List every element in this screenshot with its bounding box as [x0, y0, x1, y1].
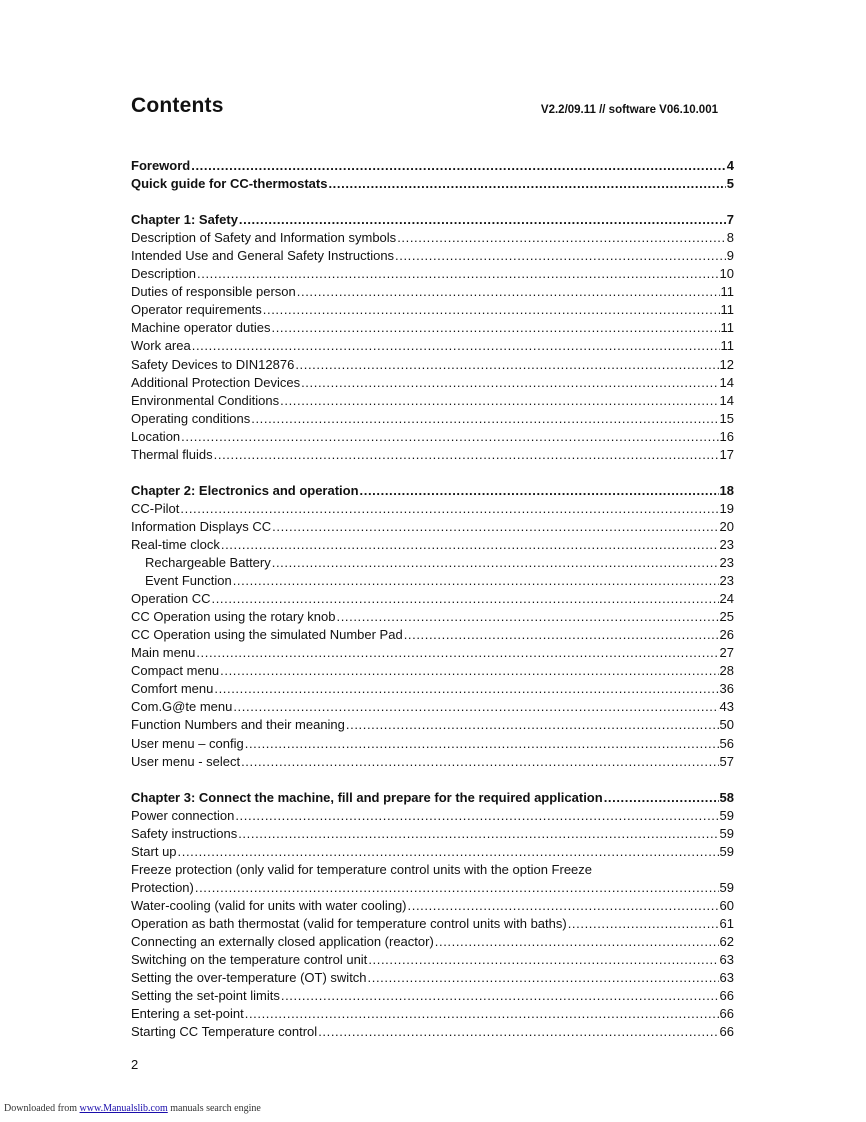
toc-entry-page: 11: [720, 302, 734, 318]
toc-entry-label: Setting the set-point limits: [131, 988, 280, 1004]
toc-leader-dots: [271, 319, 719, 337]
toc-entry-page: 11: [720, 320, 734, 336]
toc-leader-dots: [301, 374, 718, 392]
toc-leader-dots: [368, 951, 718, 969]
toc-leader-dots: [233, 572, 719, 590]
toc-entry-label: Work area: [131, 338, 191, 354]
toc-entry-label: Chapter 3: Connect the machine, fill and prepare for the required application: [131, 789, 603, 805]
toc-entry-label: Environmental Conditions: [131, 392, 280, 408]
toc-leader-dots: [251, 410, 718, 428]
toc-entry[interactable]: [131, 1023, 734, 1041]
toc-leader-dots: [346, 716, 719, 734]
toc-leader-dots: [195, 879, 719, 897]
toc-leader-dots: [181, 428, 718, 446]
toc-entry-label: Real-time clock: [131, 536, 220, 552]
toc-entry-page: 14: [719, 392, 734, 408]
toc-entry-page: 23: [719, 573, 734, 589]
toc-chapter-entry[interactable]: [131, 789, 734, 807]
toc-entry[interactable]: [131, 951, 734, 969]
toc-entry-label: Entering a set-point: [131, 1006, 244, 1022]
toc-entry-label: Rechargeable Battery: [145, 555, 271, 571]
toc-entry[interactable]: [131, 500, 734, 518]
toc-entry-page: 36: [719, 681, 734, 697]
toc-leader-dots: [328, 175, 725, 193]
toc-entry-page: 9: [726, 248, 734, 264]
toc-chapter-entry[interactable]: [131, 175, 734, 193]
toc-entry-label: Information Displays CC: [131, 518, 272, 534]
toc-entry-page: 19: [719, 500, 734, 516]
toc-entry[interactable]: [131, 572, 734, 590]
toc-leader-dots: [191, 157, 726, 175]
toc-entry[interactable]: [131, 446, 734, 464]
toc-entry-page: 66: [719, 1006, 734, 1022]
toc-leader-dots: [318, 1023, 718, 1041]
toc-leader-dots: [435, 933, 719, 951]
toc-entry-page: 56: [719, 735, 734, 751]
toc-chapter-entry[interactable]: [131, 157, 734, 175]
toc-entry-page: 59: [719, 843, 734, 859]
toc-entry[interactable]: [131, 644, 734, 662]
toc-entry-page: 11: [720, 284, 734, 300]
toc-leader-dots: [192, 337, 720, 355]
toc-entry-label: User menu – config: [131, 735, 244, 751]
toc-entry[interactable]: [131, 861, 734, 879]
toc-leader-dots: [214, 680, 718, 698]
toc-leader-dots: [245, 735, 719, 753]
toc-entry[interactable]: [131, 807, 734, 825]
toc-entry-page: 50: [719, 717, 734, 733]
toc-entry-label: User menu - select: [131, 753, 241, 769]
toc-entry[interactable]: [131, 698, 734, 716]
table-of-contents: [131, 157, 734, 1041]
toc-spacer: [131, 771, 734, 789]
toc-entry[interactable]: [131, 662, 734, 680]
toc-entry[interactable]: [131, 987, 734, 1005]
toc-entry-page: 61: [719, 915, 734, 931]
toc-entry[interactable]: [131, 897, 734, 915]
toc-entry-page: 63: [719, 970, 734, 986]
toc-leader-dots: [295, 356, 718, 374]
toc-leader-dots: [360, 482, 719, 500]
toc-entry-page: 23: [719, 555, 734, 571]
toc-entry[interactable]: [131, 1005, 734, 1023]
toc-entry-label: Water-cooling (valid for units with water cooling): [131, 897, 407, 913]
toc-entry-label: Location: [131, 428, 181, 444]
toc-leader-dots: [196, 644, 718, 662]
toc-entry-label: Description of Safety and Information symbols: [131, 230, 397, 246]
toc-entry-page: 7: [726, 212, 734, 228]
toc-leader-dots: [221, 536, 719, 554]
toc-entry-page: 66: [719, 988, 734, 1004]
toc-entry[interactable]: [131, 392, 734, 410]
toc-entry[interactable]: [131, 247, 734, 265]
toc-entry-label: Foreword: [131, 158, 191, 173]
toc-entry-label: Compact menu: [131, 663, 220, 679]
toc-leader-dots: [404, 626, 719, 644]
toc-leader-dots: [281, 987, 719, 1005]
toc-leader-dots: [280, 392, 718, 410]
toc-leader-dots: [272, 518, 718, 536]
toc-entry[interactable]: [131, 716, 734, 734]
toc-entry-page: 66: [719, 1024, 734, 1040]
toc-leader-dots: [197, 265, 719, 283]
toc-leader-dots: [408, 897, 719, 915]
toc-entry[interactable]: [131, 735, 734, 753]
toc-leader-dots: [239, 211, 726, 229]
toc-entry-page: 25: [719, 609, 734, 625]
toc-entry-label: Start up: [131, 843, 177, 859]
toc-entry-label: Operation CC: [131, 591, 211, 607]
toc-leader-dots: [180, 500, 718, 518]
toc-entry-label: Description: [131, 266, 197, 282]
toc-entry-label: Power connection: [131, 807, 235, 823]
toc-entry-page: 14: [719, 374, 734, 390]
toc-entry[interactable]: [131, 825, 734, 843]
toc-entry-label: Duties of responsible person: [131, 284, 296, 300]
toc-entry[interactable]: [131, 229, 734, 247]
toc-entry-label: Safety instructions: [131, 825, 238, 841]
toc-leader-dots: [297, 283, 720, 301]
toc-entry-page: 8: [726, 230, 734, 246]
toc-entry[interactable]: [131, 915, 734, 933]
toc-entry-page: 15: [719, 410, 734, 426]
toc-entry[interactable]: [131, 608, 734, 626]
toc-entry[interactable]: [131, 590, 734, 608]
toc-entry-page: 11: [720, 338, 734, 354]
toc-entry[interactable]: [131, 536, 734, 554]
toc-leader-dots: [568, 915, 719, 933]
toc-entry-label: Comfort menu: [131, 681, 214, 697]
toc-entry[interactable]: [131, 319, 734, 337]
toc-entry-page: 16: [719, 428, 734, 444]
toc-entry-label: CC Operation using the rotary knob: [131, 609, 336, 625]
toc-leader-dots: [241, 753, 718, 771]
toc-entry-page: 17: [719, 446, 734, 462]
toc-entry-label: Freeze protection (only valid for temperature control units with the option Freeze: [131, 861, 593, 877]
toc-entry-label: Com.G@te menu: [131, 699, 233, 715]
toc-entry-page: 59: [719, 825, 734, 841]
toc-entry-page: 62: [719, 934, 734, 950]
toc-entry-label: Operator requirements: [131, 302, 262, 318]
toc-leader-dots: [263, 301, 720, 319]
toc-entry-label: Intended Use and General Safety Instructions: [131, 248, 395, 264]
toc-entry-page: 27: [719, 645, 734, 661]
page-number: 2: [131, 1057, 139, 1072]
toc-entry-page: 18: [719, 482, 734, 498]
toc-leader-dots: [337, 608, 719, 626]
toc-entry-page: 5: [726, 176, 734, 192]
toc-entry-page: 58: [719, 789, 734, 805]
toc-entry-label: Chapter 2: Electronics and operation: [131, 482, 359, 498]
toc-entry[interactable]: [131, 933, 734, 951]
toc-leader-dots: [395, 247, 726, 265]
toc-entry-page: 12: [719, 356, 734, 372]
toc-entry-page: 63: [719, 952, 734, 968]
toc-entry[interactable]: [131, 969, 734, 987]
toc-entry[interactable]: [131, 554, 734, 572]
toc-leader-dots: [220, 662, 718, 680]
toc-entry-page: 59: [719, 879, 734, 895]
toc-entry-label: Safety Devices to DIN12876: [131, 356, 295, 372]
toc-entry[interactable]: [131, 753, 734, 771]
toc-leader-dots: [245, 1005, 719, 1023]
toc-entry-page: 57: [719, 753, 734, 769]
toc-entry[interactable]: [131, 626, 734, 644]
toc-entry-label: Quick guide for CC-thermostats: [131, 176, 328, 192]
footer-suffix: manuals search engine: [167, 1103, 261, 1114]
toc-entry[interactable]: [131, 879, 734, 897]
toc-leader-dots: [211, 590, 718, 608]
toc-entry-page: 28: [719, 663, 734, 679]
toc-entry-label: Connecting an externally closed application (reactor): [131, 934, 434, 950]
toc-entry-label: CC-Pilot: [131, 500, 180, 516]
toc-entry-label: CC Operation using the simulated Number Pad: [131, 627, 403, 643]
toc-entry[interactable]: [131, 356, 734, 374]
toc-entry-page: 59: [719, 807, 734, 823]
toc-entry[interactable]: [131, 680, 734, 698]
toc-leader-dots: [397, 229, 726, 247]
toc-entry-label: Starting CC Temperature control: [131, 1024, 318, 1040]
toc-leader-dots: [214, 446, 719, 464]
toc-entry-page: 20: [719, 518, 734, 534]
version-info: V2.2/09.11 // software V06.10.001: [540, 104, 718, 116]
toc-leader-dots: [604, 789, 719, 807]
toc-entry-label: Protection): [131, 879, 194, 895]
toc-entry[interactable]: [131, 337, 734, 355]
download-footer: [4, 1103, 261, 1114]
toc-entry-label: Machine operator duties: [131, 320, 271, 336]
toc-entry-label: Operation as bath thermostat (valid for temperature control units with baths): [131, 915, 567, 931]
manualslib-link[interactable]: www.Manualslib.com: [79, 1103, 168, 1114]
toc-entry-page: 26: [719, 627, 734, 643]
toc-entry[interactable]: [131, 843, 734, 861]
toc-entry[interactable]: [131, 518, 734, 536]
toc-entry-label: Additional Protection Devices: [131, 374, 301, 390]
toc-leader-dots: [368, 969, 719, 987]
toc-leader-dots: [235, 807, 718, 825]
toc-leader-dots: [233, 698, 718, 716]
toc-entry-page: 23: [719, 536, 734, 552]
toc-entry-label: Setting the over-temperature (OT) switch: [131, 970, 367, 986]
toc-entry-label: Main menu: [131, 645, 196, 661]
toc-leader-dots: [178, 843, 719, 861]
toc-entry-page: 4: [726, 158, 734, 173]
toc-entry[interactable]: [131, 428, 734, 446]
page-title: Contents: [131, 94, 224, 117]
footer-prefix: Downloaded from: [4, 1103, 80, 1114]
toc-entry-label: Event Function: [145, 573, 232, 589]
toc-entry[interactable]: [131, 374, 734, 392]
toc-entry-label: Operating conditions: [131, 410, 251, 426]
toc-entry-label: Thermal fluids: [131, 446, 213, 462]
toc-entry[interactable]: [131, 265, 734, 283]
toc-entry-page: 10: [719, 266, 734, 282]
toc-leader-dots: [238, 825, 718, 843]
toc-spacer: [131, 464, 734, 482]
toc-entry-label: Switching on the temperature control unit: [131, 952, 368, 968]
toc-entry-label: Function Numbers and their meaning: [131, 717, 345, 733]
toc-leader-dots: [272, 554, 719, 572]
toc-entry[interactable]: [131, 410, 734, 428]
toc-entry[interactable]: [131, 301, 734, 319]
toc-chapter-entry[interactable]: [131, 482, 734, 500]
toc-spacer: [131, 193, 734, 211]
toc-chapter-entry[interactable]: [131, 211, 734, 229]
toc-entry-page: 24: [719, 591, 734, 607]
toc-entry[interactable]: [131, 283, 734, 301]
toc-entry-page: 60: [719, 897, 734, 913]
toc-entry-page: 43: [719, 699, 734, 715]
toc-entry-label: Chapter 1: Safety: [131, 212, 238, 228]
